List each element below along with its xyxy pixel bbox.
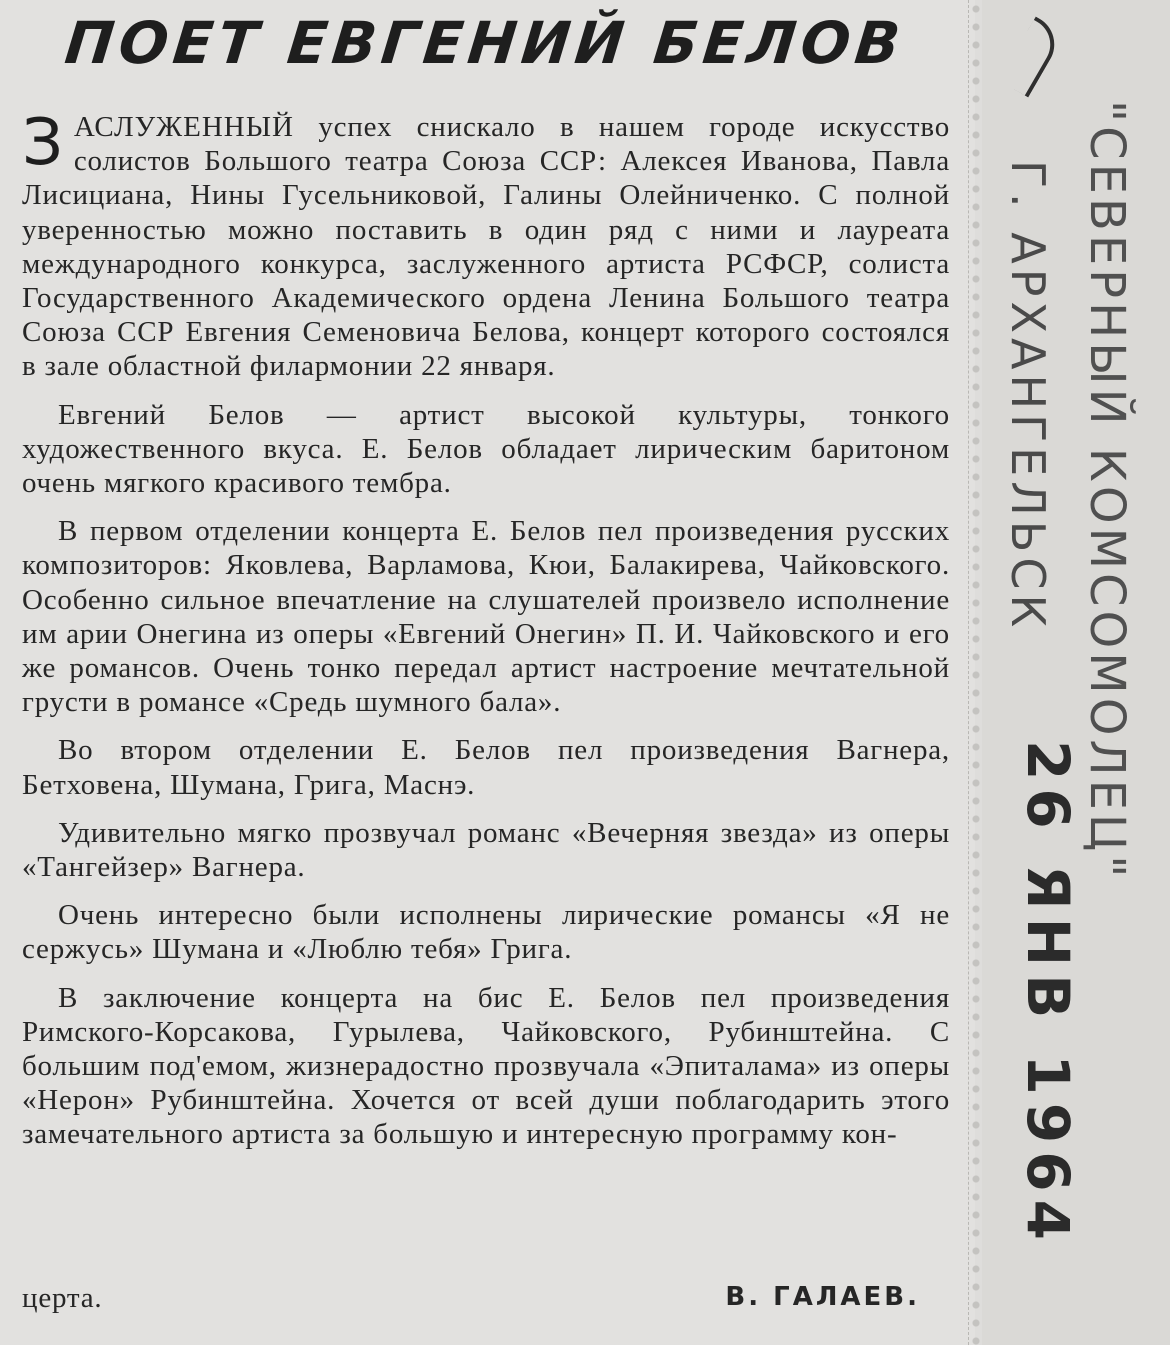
author-signature: В. ГАЛАЕВ. bbox=[725, 1282, 920, 1312]
article-footer bbox=[22, 1282, 950, 1322]
archive-stamp bbox=[1000, 100, 1150, 1248]
article-paragraph bbox=[22, 106, 950, 384]
article-paragraph: В заключение концерта на бис Е. Белов пел произведения Римского-Корсакова, Гурылева, Чайковского, Рубинштейна. С большим под'емом, жизнерадостно прозвучала «Эпиталама» из оперы «Нерон» Рубинштейна. Хочется от всей души поблагодарить этого замечательного артиста за большую и интересную программу кон- bbox=[22, 981, 950, 1151]
paragraph-text: успех снискало в нашем городе искусство солистов Большого театра Союза ССР: Алексея Иванова, Павла Лисициана, Нины Гусельниковой, Галины Олейниченко. С полной уверенностью можно поставить в один ряд с ними и лауреата международного конкурса, заслуженного артиста РСФСР, солиста Государственного Академического ордена Ленина Большого театра Союза ССР Евгения Семеновича Белова, концерт которого состоялся в зале областной филармонии 22 января. bbox=[22, 111, 950, 383]
article-headline: ПОЕТ ЕВГЕНИЙ БЕЛОВ bbox=[61, 9, 909, 77]
paragraph-ending: церта. bbox=[22, 1282, 103, 1314]
stamp-date: 26 ЯНВ 1964 bbox=[1014, 740, 1082, 1248]
stamp-newspaper-name: "СЕВЕРНЫЙ КОМСОМОЛЕЦ" bbox=[1079, 100, 1135, 882]
perforated-edge bbox=[968, 0, 983, 1345]
article-paragraph: Во втором отделении Е. Белов пел произведения Вагнера, Бетховена, Шумана, Грига, Маснэ. bbox=[22, 734, 950, 801]
article-body bbox=[22, 106, 950, 1166]
article-paragraph: Евгений Белов — артист высокой культуры, тонкого художественного вкуса. Е. Белов обладает лирическим баритоном очень мягкого красивого тембра. bbox=[22, 398, 950, 500]
article-paragraph: Очень интересно были исполнены лирические романсы «Я не сержусь» Шумана и «Люблю тебя» Грига. bbox=[22, 899, 950, 966]
lead-words: АСЛУЖЕННЫЙ bbox=[73, 111, 294, 143]
article-paragraph: Удивительно мягко прозвучал романс «Вечерняя звезда» из оперы «Тангейзер» Вагнера. bbox=[22, 816, 950, 884]
stamp-city: Г. АРХАНГЕЛЬСК bbox=[1001, 160, 1055, 633]
drop-cap: З bbox=[22, 106, 64, 180]
article-paragraph: В первом отделении концерта Е. Белов пел произведения русских композиторов: Яковлева, Варламова, Кюи, Балакирева, Чайковского. Особенно сильное впечатление на слушателей произвело исполнение им арии Онегина из оперы «Евгений Онегин» П. И. Чайковского и его же романсов. Очень тонко передал артист настроение мечтательной грусти в романсе «Средь шумного бала». bbox=[22, 515, 950, 719]
